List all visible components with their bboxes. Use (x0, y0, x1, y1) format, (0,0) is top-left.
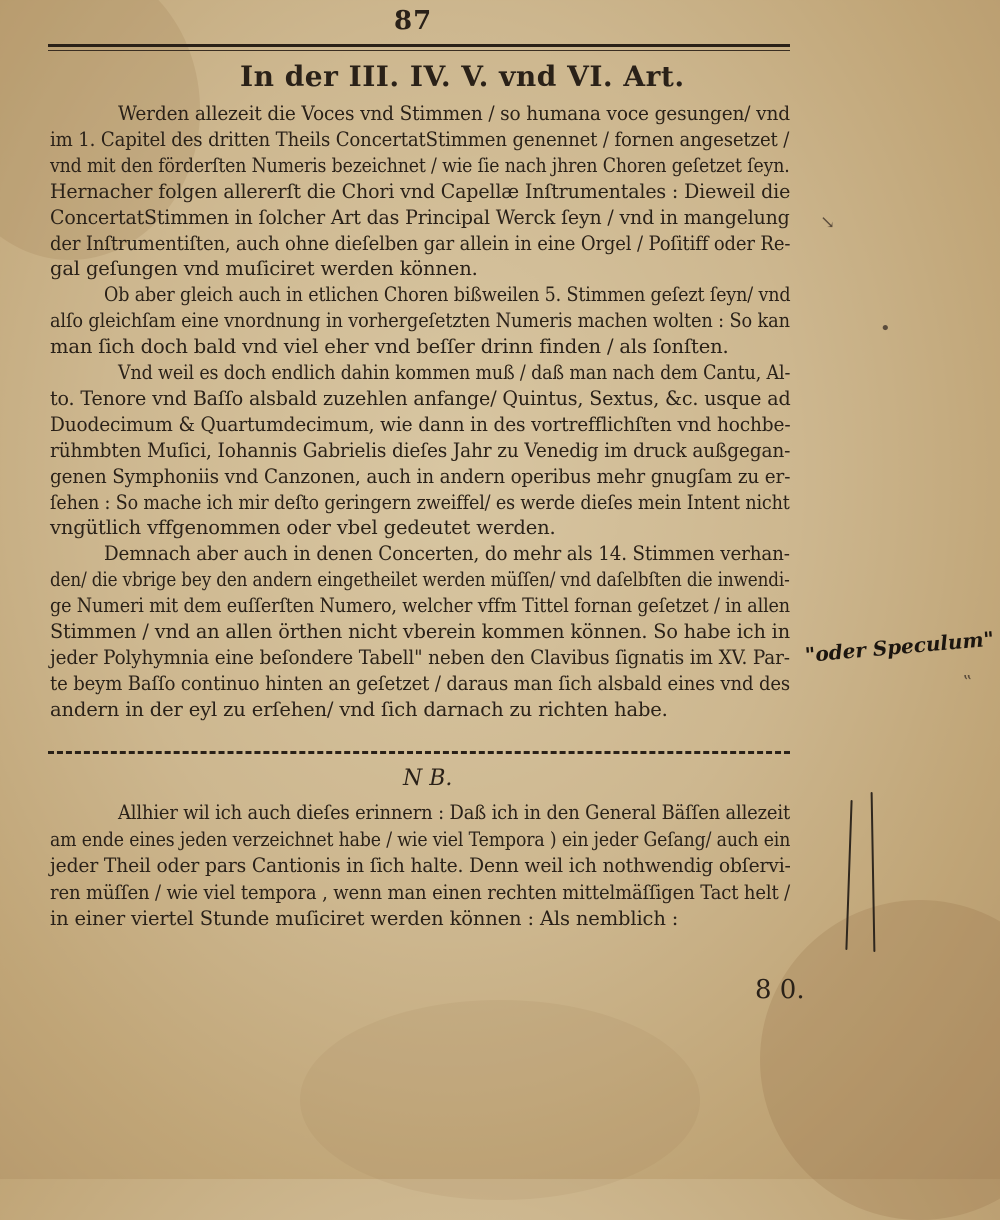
margin-line-mark (845, 800, 852, 950)
margin-mark: ↘ (820, 212, 836, 233)
paragraph-line: Hernacher folgen allererſt die Chori vnd Capellæ Inſtrumentales : Dieweil die (50, 179, 791, 203)
paragraph-line: gal geſungen vnd muſiciret werden können. (50, 257, 478, 281)
paragraph-line: vngütlich vffgenommen oder vbel gedeutet werden. (50, 516, 556, 540)
nb-line: ren müſſen / wie viel tempora , wenn man einen rechten mittelmäſſigen Tact helt / (50, 880, 791, 904)
nb-line: jeder Theil oder pars Cantionis in ſich halte. Denn weil ich nothwendig obſervi- (50, 854, 791, 877)
paragraph-line: Werden allezeit die Voces vnd Stimmen / so humana voce gesungen/ vnd (118, 102, 790, 125)
section-divider (48, 751, 790, 754)
paragraph-line: im 1. Capitel des dritten Theils ConcertatStimmen genennet / fornen angesetzet / (50, 127, 790, 151)
paragraph-line: ConcertatStimmen in ſolcher Art das Principal Werck ſeyn / vnd in mangelung (50, 205, 790, 229)
paragraph-line: alſo gleichſam eine vnordnung in vorhergeſetzten Numeris machen wolten : So kan (50, 309, 790, 333)
margin-line-mark (871, 792, 876, 952)
nb-line: Allhier wil ich auch dieſes erinnern : Daß ich in den General Bäſſen allezeit (118, 801, 790, 824)
paragraph-line: den/ die vbrige bey den andern eingetheilet werden müſſen/ vnd daſelbſten die inwendi- (50, 568, 790, 592)
paragraph-line: Stimmen / vnd an allen örthen nicht vberein kommen können. So habe ich in (50, 620, 790, 643)
paragraph-line: der Inſtrumentiſten, auch ohne dieſelben gar allein in eine Orgel / Poſitiff oder Re- (50, 231, 791, 255)
paragraph-line: genen Symphoniis vnd Canzonen, auch in andern operibus mehr gnugſam zu er- (50, 464, 791, 488)
page-number: 87 (394, 6, 433, 36)
margin-mark: • (880, 318, 891, 339)
header-rule-thin (48, 50, 790, 51)
handwritten-margin-note: "oder Speculum" (803, 626, 995, 667)
paragraph-line: Duodecimum & Quartumdecimum, wie dann in des vortrefflichſten vnd hochbe- (50, 412, 791, 436)
paper-stain (300, 1000, 700, 1200)
paragraph-line: Demnach aber auch in denen Concerten, do mehr als 14. Stimmen verhan- (104, 542, 790, 566)
section-heading: In der III. IV. V. vnd VI. Art. (240, 60, 685, 93)
paragraph-line: Vnd weil es doch endlich dahin kommen muß / daß man nach dem Cantu, Al- (118, 361, 791, 384)
paragraph-line: to. Tenore vnd Baſſo alsbald zuzehlen anfange/ Quintus, Sextus, &c. usque ad (50, 386, 791, 410)
paragraph-line: jeder Polyhymnia eine beſondere Tabell" neben den Clavibus ſignatis im XV. Par- (50, 645, 790, 669)
catchword: 8 0. (755, 975, 805, 1005)
nb-label: N B. (403, 766, 453, 791)
paragraph-line: ſehen : So mache ich mir deſto geringern zweiffel/ es werde dieſes mein Intent nicht (50, 490, 790, 514)
paragraph-line: rühmbten Muſici, Iohannis Gabrielis dieſes Jahr zu Venedig im druck außgegan- (50, 438, 791, 462)
paragraph-line: vnd mit den förderſten Numeris bezeichnet / wie ſie nach jhren Choren geſetzet ſeyn. (50, 153, 790, 177)
paper-stain (760, 900, 1000, 1220)
paragraph-line: ge Numeri mit dem euſſerſten Numero, welcher vffm Tittel fornan geſetzet / in allen (50, 594, 790, 618)
paragraph-line: te beym Baſſo continuo hinten an geſetzet / daraus man ſich alsbald eines vnd des (50, 671, 791, 695)
header-rule (48, 44, 790, 47)
margin-mark: ‟ (963, 672, 973, 693)
nb-line: in einer viertel Stunde muſiciret werden können : Als nemblich : (50, 907, 679, 930)
paragraph-line: Ob aber gleich auch in etlichen Choren bißweilen 5. Stimmen geſezt ſeyn/ vnd (104, 283, 791, 307)
nb-line: am ende eines jeden verzeichnet habe / wie viel Tempora ) ein jeder Geſang/ auch ein (50, 827, 791, 851)
paragraph-line: andern in der eyl zu erſehen/ vnd ſich darnach zu richten habe. (50, 697, 668, 721)
paragraph-line: man ſich doch bald vnd viel eher vnd beſſer drinn finden / als ſonſten. (50, 335, 729, 359)
